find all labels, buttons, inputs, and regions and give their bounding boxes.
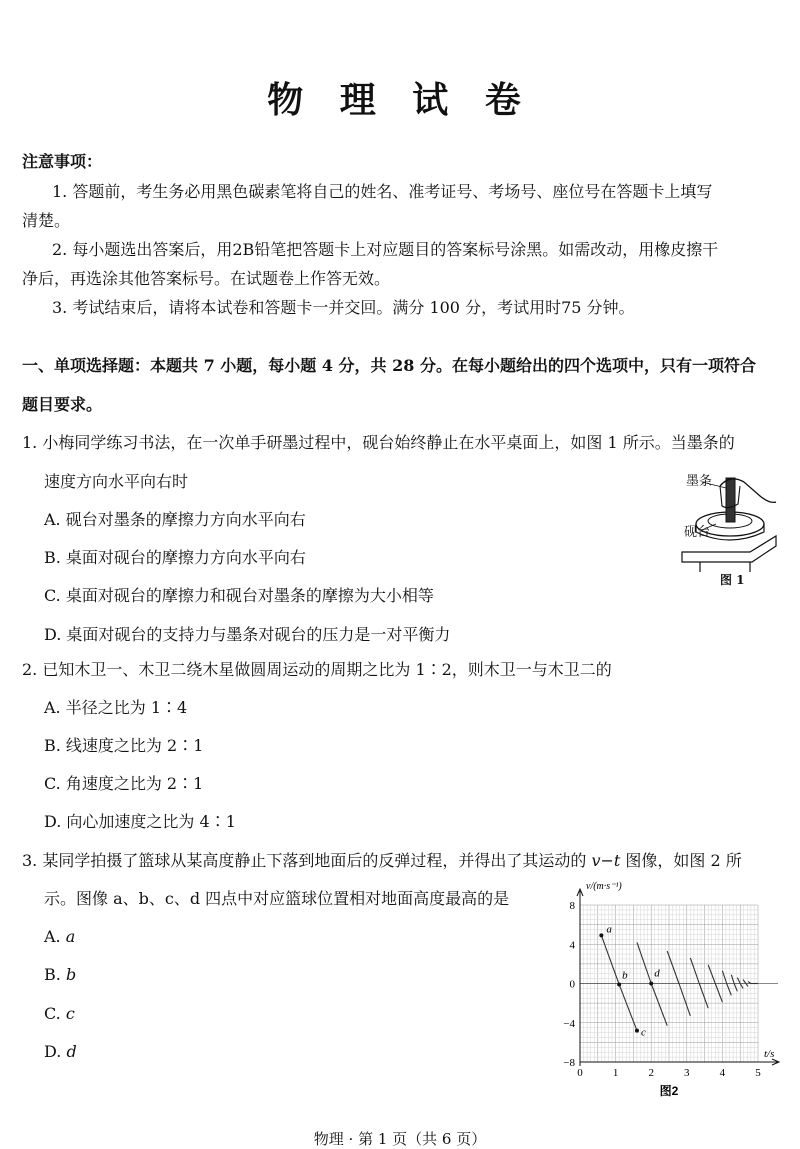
vt-segment (601, 935, 619, 984)
vt-segment (651, 984, 667, 1026)
figure-1-label-inkstone: 砚台 (684, 525, 711, 540)
x-tick-label: 1 (612, 1067, 619, 1079)
x-axis-label: t/s (764, 1048, 775, 1060)
point-c (635, 1029, 639, 1033)
y-tick-label: 0 (569, 978, 575, 991)
point-d (649, 982, 653, 986)
q3-option-d-letter: D. (44, 1042, 62, 1061)
q3-stem-cont: 示。图像 a、b、c、d 四点中对应篮球位置相对地面高度最高的是 (44, 889, 510, 908)
figure-2-vt-chart (555, 875, 790, 1100)
vt-segment (690, 958, 699, 984)
section-heading: 一、单项选择题：本题共 7 小题，每小题 4 分，共 28 分。在每小题给出的四个选项中，只有一项符合 (22, 356, 756, 375)
q3-option-a-letter: A. (44, 927, 61, 946)
x-tick-label: 5 (755, 1067, 761, 1079)
x-tick-label: 3 (684, 1067, 690, 1079)
y-tick-label: −4 (563, 1017, 575, 1030)
q2-option-a: A. 半径之比为 1∶4 (44, 698, 188, 717)
x-tick-label: 4 (719, 1067, 726, 1079)
notice-item-3: 3. 考试结束后，请将本试卷和答题卡一并交回。满分 100 分，考试用时75 分钟。 (52, 298, 635, 317)
q1-option-a: A. 砚台对墨条的摩擦力方向水平向右 (44, 510, 306, 529)
point-label-c: c (640, 1026, 646, 1039)
figure-2-caption: 图2 (659, 1084, 679, 1098)
point-label-b: b (622, 969, 628, 982)
q3-option-a (44, 927, 75, 947)
y-axis-label: v/(m·s⁻¹) (586, 881, 622, 892)
notice-item-2-cont: 净后，再选涂其他答案标号。在试题卷上作答无效。 (22, 269, 391, 288)
figure-1-label-inkstick: 墨条 (686, 474, 713, 489)
notice-item-1-cont: 清楚。 (22, 211, 71, 230)
q1-stem-cont: 速度方向水平向右时 (44, 472, 189, 491)
q3-stem-var: v−t (591, 851, 621, 870)
q3-stem (22, 851, 742, 871)
point-b (617, 982, 621, 986)
vt-segment (619, 984, 637, 1030)
q3-option-b-letter: B. (44, 965, 61, 984)
q3-stem-part-1: 3. 某同学拍摄了篮球从某高度静止下落到地面后的反弹过程，并得出了其运动的 (22, 851, 592, 870)
q1-option-d: D. 桌面对砚台的支持力与墨条对砚台的压力是一对平衡力 (44, 625, 451, 644)
page-title: 物 理 试 卷 (267, 79, 533, 121)
y-tick-label: −8 (563, 1057, 575, 1069)
vt-segment (699, 984, 708, 1009)
vt-segment (746, 984, 748, 987)
q3-option-d (44, 1042, 77, 1062)
figure-1-caption: 图 1 (720, 573, 745, 587)
q3-option-b (44, 965, 76, 985)
x-tick-label: 0 (577, 1067, 583, 1079)
page-footer: 物理 · 第 1 页（共 6 页） (313, 1130, 487, 1148)
q3-option-a-value: a (65, 927, 76, 946)
q3-stem-part-2: 图像，如图 2 所 (620, 851, 742, 870)
section-heading-cont: 题目要求。 (22, 395, 103, 414)
q2-option-b: B. 线速度之比为 2∶1 (44, 736, 204, 755)
vt-segment (731, 975, 734, 984)
q2-stem: 2. 已知木卫一、木卫二绕木星做圆周运动的周期之比为 1∶2，则木卫一与木卫二的 (22, 660, 612, 679)
q3-option-b-value: b (65, 965, 77, 984)
vt-segment (740, 984, 743, 989)
point-label-d: d (654, 967, 660, 980)
q1-option-b: B. 桌面对砚台的摩擦力方向水平向右 (44, 548, 306, 567)
q1-option-c: C. 桌面对砚台的摩擦力和砚台对墨条的摩擦为大小相等 (44, 586, 434, 605)
q1-stem: 1. 小梅同学练习书法，在一次单手研墨过程中，砚台始终静止在水平桌面上，如图 1 所示。当墨条的 (22, 433, 735, 452)
notice-item-1: 1. 答题前，考生务必用黑色碳素笔将自己的姓名、准考证号、考场号、座位号在答题卡上填写 (52, 182, 713, 201)
q3-option-c-value: c (65, 1004, 75, 1023)
point-a (599, 933, 603, 937)
vt-segment (743, 980, 746, 984)
notice-item-2: 2. 每小题选出答案后，用2B铅笔把答题卡上对应题目的答案标号涂黑。如需改动，用橡皮擦干 (52, 240, 719, 259)
q2-option-d: D. 向心加速度之比为 4∶1 (44, 812, 236, 831)
notice-heading: 注意事项： (22, 152, 103, 171)
q3-option-c (44, 1004, 75, 1024)
y-tick-label: 8 (569, 900, 575, 912)
y-tick-label: 4 (569, 939, 575, 952)
point-label-a: a (606, 923, 612, 936)
x-tick-label: 2 (648, 1067, 654, 1079)
q3-option-d-value: d (66, 1042, 77, 1061)
q3-option-c-letter: C. (44, 1004, 61, 1023)
q2-option-c: C. 角速度之比为 2∶1 (44, 774, 204, 793)
